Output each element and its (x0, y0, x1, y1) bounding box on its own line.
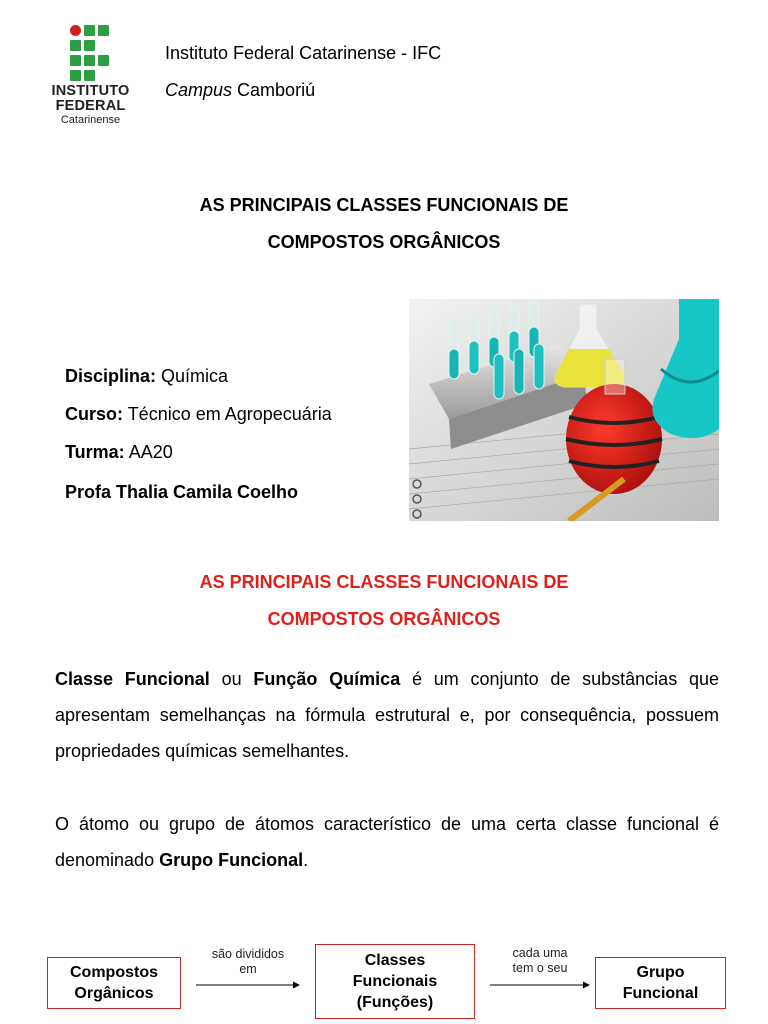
institution-logo (48, 25, 133, 135)
box-grupo-funcional: Grupo Funcional (595, 957, 726, 1009)
logo-subtitle: Catarinense (60, 114, 121, 126)
definition-paragraph: Classe Funcional ou Função Química é um conjunto de substâncias que apresentam semelhanças na fórmula estrutural e, por consequência, possuem propriedades químicas semelhantes. (55, 669, 719, 761)
info-curso: Curso: Técnico em Agropecuária (65, 404, 332, 424)
box-classes-funcionais: Classes Funcionais (Funções) (315, 944, 475, 1019)
document-title: AS PRINCIPAIS CLASSES FUNCIONAIS DE COMPOSTOS ORGÂNICOS (199, 195, 569, 252)
arrow-label-divididos: são divididos em (211, 947, 285, 976)
logo-mark-icon (70, 25, 112, 83)
section-title: AS PRINCIPAIS CLASSES FUNCIONAIS DE COMPOSTOS ORGÂNICOS (199, 572, 569, 629)
info-professor: Profa Thalia Camila Coelho (65, 482, 299, 502)
grupo-funcional-paragraph: O átomo ou grupo de átomos característico de uma certa classe funcional é denominado Grupo Funcional. (55, 814, 719, 870)
institution-name: Instituto Federal Catarinense - IFC (165, 43, 442, 63)
box-compostos-organicos: Compostos Orgânicos (47, 957, 181, 1009)
arrow-right-icon (490, 980, 590, 990)
arrow-right-icon (196, 980, 300, 990)
lab-glassware-photo (409, 299, 719, 521)
info-disciplina: Disciplina: Química (65, 366, 229, 386)
logo-wordmark: INSTITUTO FEDERAL (51, 83, 130, 114)
info-turma: Turma: AA20 (65, 442, 173, 462)
campus-name: Campus Camboriú (165, 80, 316, 100)
arrow-label-tem-seu: cada uma tem o seu (512, 946, 568, 975)
